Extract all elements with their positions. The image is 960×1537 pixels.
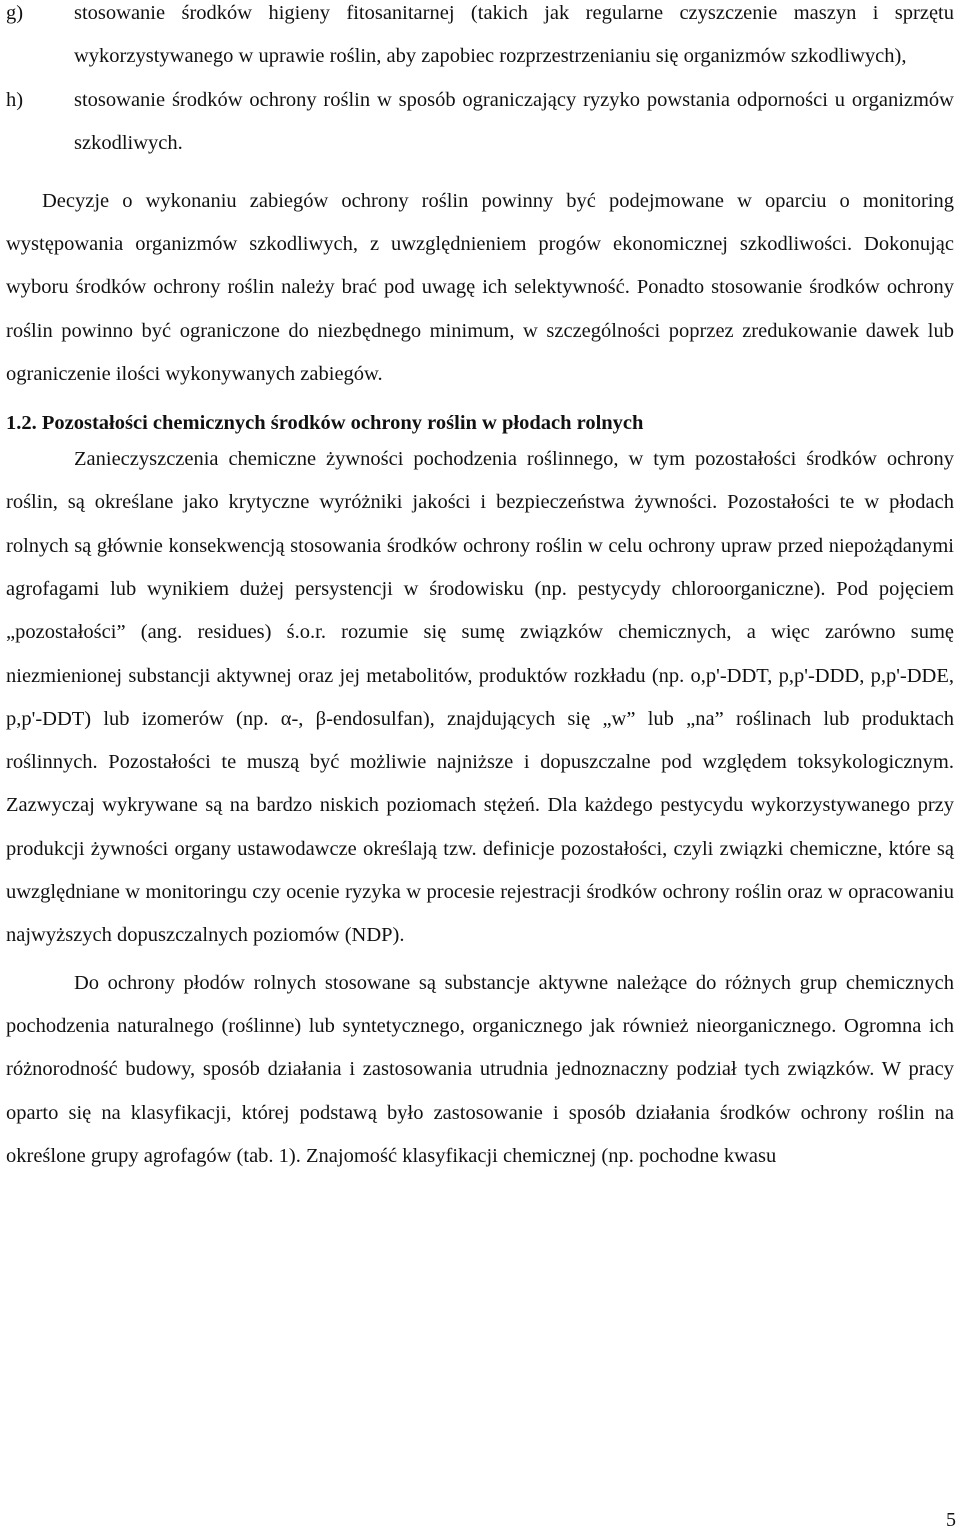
list-item-h [6,79,954,166]
list-item-text: stosowanie środków higieny fitosanitarnej (takich jak regularne czyszczenie maszyn i sprzętu wykorzystywanego w uprawie roślin, aby zapobiec rozprzestrzenianiu się organizmów szkodliwych), [74,2,954,68]
page-number: 5 [946,1509,956,1531]
list-marker: g) [6,2,24,24]
section-heading: 1.2. Pozostałości chemicznych środków ochrony roślin w płodach rolnych [6,412,644,435]
paragraph-residues: Zanieczyszczenia chemiczne żywności pochodzenia roślinnego, w tym pozostałości środków ochrony roślin, są określane jako krytyczne wyróżniki jakości i bezpieczeństwa żywności. Pozostałości te w płodach rolnych są głównie konsekwencją stosowania środków ochrony roślin w celu ochrony upraw przed niepożądanymi agrofagami lub wynikiem dużej persystencji w środowisku (np. pestycydy chloroorganiczne). Pod pojęciem „pozostałości” (ang. residues) ś.o.r. rozumie się sumę związków chemicznych, a więc zarówno sumę niezmienionej substancji aktywnej oraz jej metabolitów, produktów rozkładu (np. o,p'-DDT, p,p'-DDD, p,p'-DDE, p,p'-DDT) lub izomerów (np. α-, β-endosulfan), znajdujących się „w” lub „na” roślinach lub produktach roślinnych. Pozostałości te muszą być możliwie najniższe i dopuszczalne pod względem toksykologicznym. Zazwyczaj wykrywane są na bardzo niskich poziomach stężeń. Dla każdego pestycydu wykorzystywanego przy produkcji żywności organy ustawodawcze określają tzw. definicje pozostałości, czyli związki chemiczne, które są uwzględniane w monitoringu czy ocenie ryzyka w procesie rejestracji środków ochrony roślin oraz w opracowaniu najwyższych dopuszczalnych poziomów (NDP). [6,448,954,947]
list-marker: h) [6,88,24,111]
document-page [6,0,954,1178]
paragraph-decisions: Decyzje o wykonaniu zabiegów ochrony roślin powinny być podejmowane w oparciu o monitoring występowania organizmów szkodliwych, z uwzględnieniem progów ekonomicznej szkodliwości. Dokonując wyboru środków ochrony roślin należy brać pod uwagę ich selektywność. Ponadto stosowanie środków ochrony roślin powinno być ograniczone do niezbędnego minimum, w szczególności poprzez zredukowanie dawek lub ograniczenie ilości wykonywanych zabiegów. [6,189,954,385]
list-item-g [6,0,954,79]
list-item-text: stosowanie środków ochrony roślin w sposób ograniczający ryzyko powstania odporności u organizmów szkodliwych. [74,88,954,155]
paragraph-groups: Do ochrony płodów rolnych stosowane są substancje aktywne należące do różnych grup chemicznych pochodzenia naturalnego (roślinne) lub syntetycznego, organicznego jak również nieorganicznego. Ogromna ich różnorodność budowy, sposób działania i zastosowania utrudnia jednoznaczny podział tych związków. W pracy oparto się na klasyfikacji, której podstawą było zastosowanie i sposób działania środków ochrony roślin na określone grupy agrofagów (tab. 1). Znajomość klasyfikacji chemicznej (np. pochodne kwasu [6,971,954,1167]
